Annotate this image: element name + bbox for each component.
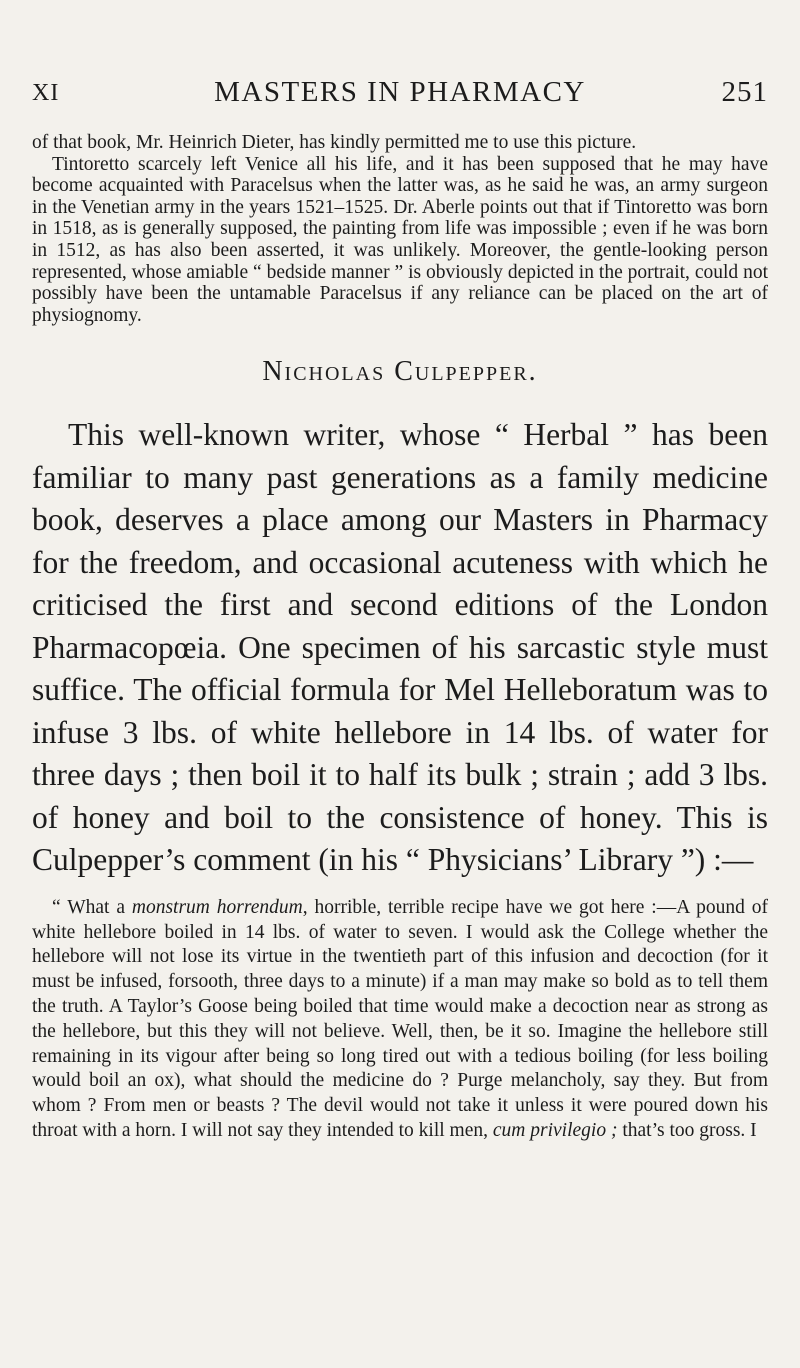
quote-text-2: , horrible, terrible recipe have we got here :—A pound of white hellebore boiled in 14 lbs. of water to seven. I would ask the College whether the hellebore will not lose its virtue in the twentieth part of this infusion and decoction (for it must be infused, forsooth, three days to a minute) if a man may make so bold as to tell them the truth. A Taylor’s Goose being boiled that time would make a decoction near as strong as the hellebore, but this they will not believe. Well, then, be it so. Imagine the hellebore still remaining in its vigour after being so long tired out with a tedious boiling (for less boiling would boil an ox), what should the medicine do ? Purge melancholy, say they. But from whom ? From men or beasts ? The devil would not take it unless it were poured down his throat with a horn. I will not say they intended to kill men, (32, 896, 769, 1142)
page-number: 251 (721, 76, 768, 108)
section-heading: Nicholas Culpepper. (262, 356, 538, 388)
page-body (32, 132, 768, 1144)
paragraph-continuation: of that book, Mr. Heinrich Dieter, has kindly permitted me to use this picture. (32, 132, 637, 153)
chapter-number: XI (32, 80, 60, 106)
main-text (32, 414, 768, 882)
quote-italic-1: monstrum horrendum (131, 896, 303, 918)
quote-paragraph (32, 896, 768, 1144)
running-title: MASTERS IN PHARMACY (214, 76, 586, 108)
quote-text-3: that’s too gross. I (617, 1120, 757, 1142)
quote-italic-2: cum privilegio ; (492, 1120, 618, 1142)
quote-text-1: “ What a (52, 896, 132, 918)
paragraph-tintoretto: Tintoretto scarcely left Venice all his life, and it has been supposed that he may have become acquainted with Paracelsus when the latter was, as he said he was, an army surgeon in the Venetian army in the years 1521–1525. Dr. Aberle points out that if Tintoretto was born in 1518, as is generally supposed, the painting from life was impossible ; even if he was born in 1512, as has also been asserted, it was unlikely. Moreover, the gentle-looking person represented, whose amiable “ bedside manner ” is obviously depicted in the portrait, could not possibly have been the untamable Paracelsus if any reliance can be placed on the art of physiognomy. (32, 153, 768, 326)
culpepper-quote (32, 896, 768, 1144)
paragraph-culpepper: This well-known writer, whose “ Herbal ” has been familiar to many past generations as a family medicine book, deserves a place among our Masters in Pharmacy for the freedom, and occasional acuteness with which he criticised the first and second editions of the London Pharmacopœia. One specimen of his sarcastic style must suffice. The official formula for Mel Helleboratum was to infuse 3 lbs. of white hellebore in 14 lbs. of water for three days ; then boil it to half its bulk ; strain ; add 3 lbs. of honey and boil to the consistence of honey. This is Culpepper’s comment (in his “ Physicians’ Library ”) :— (32, 417, 768, 878)
running-header (32, 76, 768, 120)
intro-text (32, 132, 768, 326)
